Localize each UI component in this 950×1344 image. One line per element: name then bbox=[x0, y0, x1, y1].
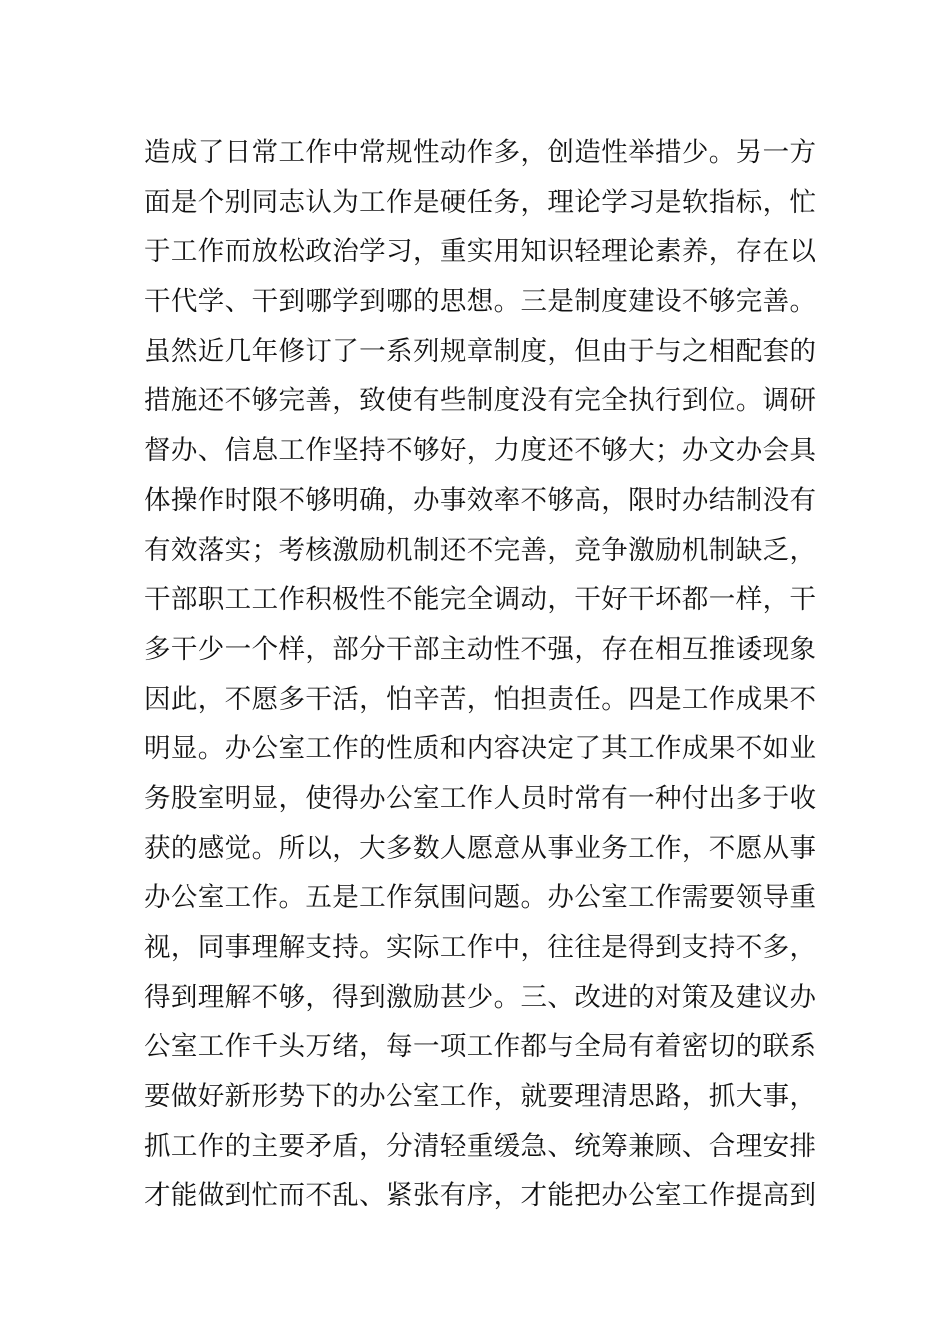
text-line: 造成了日常工作中常规性动作多，创造性举措少。另一方 bbox=[144, 137, 816, 168]
text-line: 视，同事理解支持。实际工作中，往往是得到支持不多， bbox=[144, 932, 816, 963]
text-line: 抓工作的主要矛盾，分清轻重缓急、统筹兼顾、合理安排 bbox=[144, 1130, 816, 1162]
text-line: 督办、信息工作坚持不够好，力度还不够大；办文办会具 bbox=[144, 435, 816, 467]
text-line: 多干少一个样，部分干部主动性不强，存在相互推诿现象 bbox=[144, 633, 816, 665]
text-line: 措施还不够完善，致使有些制度没有完全执行到位。调研 bbox=[144, 385, 816, 417]
text-line: 办公室工作。五是工作氛围问题。办公室工作需要领导重 bbox=[144, 882, 816, 914]
text-line: 体操作时限不够明确，办事效率不够高，限时办结制没有 bbox=[144, 484, 816, 516]
body-text bbox=[144, 128, 816, 1221]
text-line: 明显。办公室工作的性质和内容决定了其工作成果不如业 bbox=[144, 733, 816, 765]
text-line: 于工作而放松政治学习，重实用知识轻理论素养，存在以 bbox=[144, 236, 816, 268]
text-line: 干部职工工作积极性不能完全调动，干好干坏都一样，干 bbox=[144, 584, 816, 616]
text-line: 得到理解不够，得到激励甚少。三、改进的对策及建议办 bbox=[144, 981, 816, 1013]
text-line: 虽然近几年修订了一系列规章制度，但由于与之相配套的 bbox=[144, 335, 816, 367]
text-line: 务股室明显，使得办公室工作人员时常有一种付出多于收 bbox=[144, 782, 816, 814]
text-line: 才能做到忙而不乱、紧张有序，才能把办公室工作提高到 bbox=[144, 1180, 816, 1212]
text-line: 有效落实；考核激励机制还不完善，竞争激励机制缺乏， bbox=[144, 534, 816, 566]
text-line: 干代学、干到哪学到哪的思想。三是制度建设不够完善。 bbox=[144, 286, 816, 318]
text-line: 因此，不愿多干活，怕辛苦，怕担责任。四是工作成果不 bbox=[144, 683, 816, 715]
text-line: 公室工作千头万绪，每一项工作都与全局有着密切的联系 bbox=[144, 1031, 816, 1063]
text-line: 要做好新形势下的办公室工作，就要理清思路，抓大事， bbox=[144, 1081, 816, 1113]
text-line: 面是个别同志认为工作是硬任务，理论学习是软指标，忙 bbox=[144, 186, 816, 218]
text-line: 获的感觉。所以，大多数人愿意从事业务工作，不愿从事 bbox=[144, 832, 816, 864]
